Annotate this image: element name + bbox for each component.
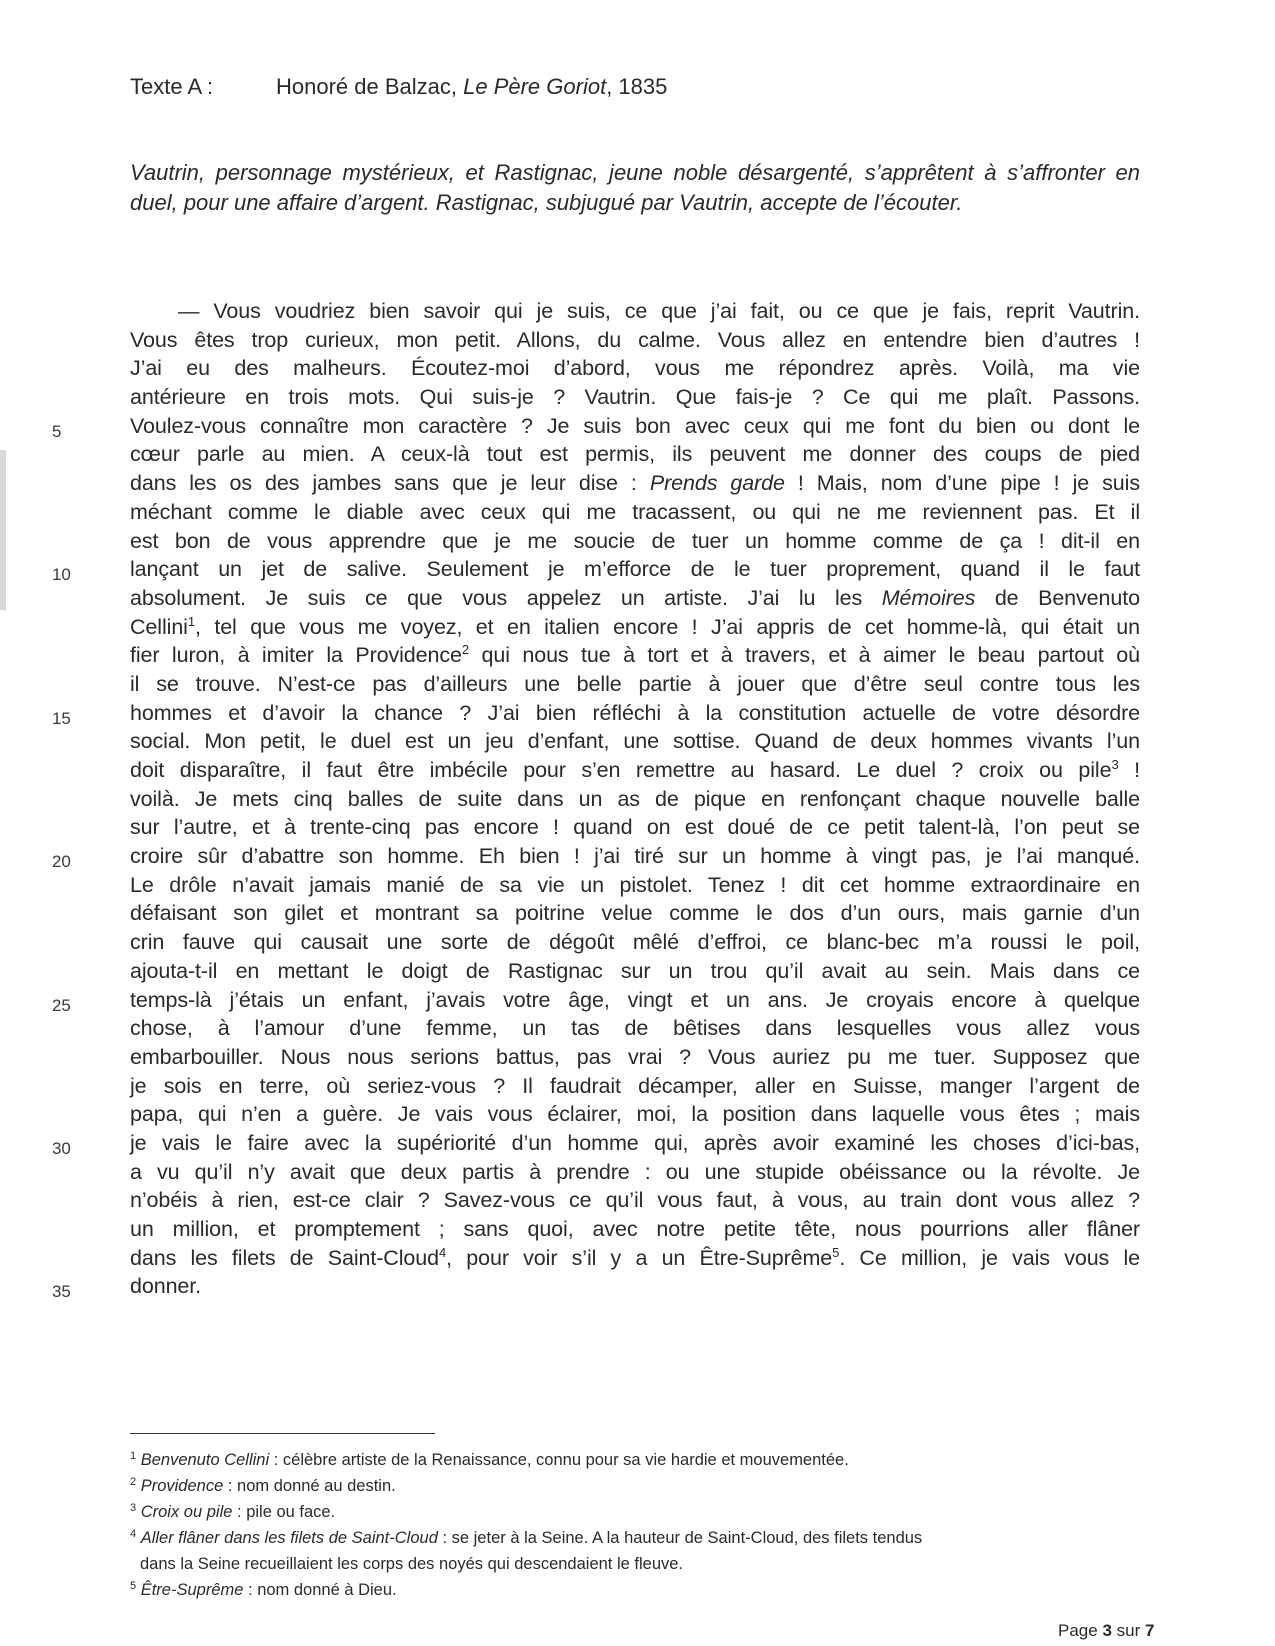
footnote: $^5$ Être-Suprême : nom donné à Dieu. — [130, 1580, 397, 1599]
text-line: doit disparaître, il faut être imbécile pour s’en remettre au hasard. Le duel ? croix ou pile$^3$ ! — [130, 757, 1140, 782]
footnote-ref: 4 — [438, 1244, 447, 1260]
work-title: Le Père Goriot — [463, 74, 607, 99]
line-number: 15 — [52, 708, 71, 728]
line-number: 10 — [52, 565, 71, 585]
text-line: défaisant son gilet et montrant sa poitrine velue comme le dos d’un ours, mais garnie d’un — [130, 901, 1140, 926]
publication-year: , 1835 — [606, 74, 668, 99]
footnote-ref: 5 — [832, 1244, 840, 1260]
text-line: cœur parle au mien. A ceux-là tout est permis, ils peuvent me donner des coups de pied — [130, 442, 1140, 467]
text-line: 35 donner. — [130, 1272, 1140, 1301]
line-number: 30 — [52, 1138, 71, 1158]
text-line: 30 je vais le faire avec la supériorité d’un homme qui, après avoir examiné les choses d’ici-bas, — [130, 1129, 1140, 1158]
footnote-divider — [130, 1433, 435, 1434]
text-line: Vous êtes trop curieux, mon petit. Allons, du calme. Vous allez en entendre bien d’autres ! — [130, 327, 1140, 352]
footnote: $^1$ Benvenuto Cellini : célèbre artiste de la Renaissance, connu pour sa vie hardie et mouvementée. — [130, 1450, 849, 1469]
text-line: antérieure en trois mots. Qui suis-je ? Vautrin. Que fais-je ? Ce qui me plaît. Passons. — [130, 385, 1140, 410]
text-line: 10 lançant un jet de salive. Seulement je m’efforce de le tuer proprement, quand il le faut — [130, 555, 1140, 584]
text-line: absolument. Je suis ce que vous appelez un artiste. J’ai lu les Mémoires de Benvenuto — [130, 585, 1140, 610]
text-line: dans les os des jambes sans que je leur dise : Prends garde ! Mais, nom d’une pipe ! je suis — [130, 471, 1140, 496]
text-line: J’ai eu des malheurs. Écoutez-moi d’abord, vous me répondrez après. Voilà, ma vie — [130, 356, 1140, 381]
author-name: Honoré de Balzac, — [276, 74, 464, 99]
text-line: méchant comme le diable avec ceux qui me tracassent, ou qui ne me reviennent pas. Et il — [130, 499, 1140, 524]
footnote-ref: 3 — [1111, 757, 1119, 772]
text-line: — Vous voudriez bien savoir qui je suis, ce que j’ai fait, ou ce que je fais, reprit Vautrin. — [178, 299, 1140, 323]
text-line: 20 croire sûr d’abattre son homme. Eh bien ! j’ai tiré sur un homme à vingt pas, je l’ai manqué. — [130, 842, 1140, 871]
footnote-ref: 1 — [187, 613, 195, 629]
footnote: $^3$ Croix ou pile : pile ou face. — [130, 1502, 336, 1521]
text-line: papa, qui n’en a guère. Je vais vous éclairer, moi, la position dans laquelle vous êtes ; mais — [130, 1102, 1140, 1127]
line-number: 20 — [52, 852, 71, 872]
line-number: 5 — [52, 421, 62, 441]
text-line: social. Mon petit, le duel est un jeu d’enfant, une sottise. Quand de deux hommes vivants l’un — [130, 729, 1140, 754]
text-line: embarbouiller. Nous nous serions battus, pas vrai ? Vous auriez pu me tuer. Supposez que — [130, 1044, 1140, 1069]
footnotes — [130, 1447, 1170, 1603]
scan-margin-shadow — [0, 450, 6, 610]
text-line: il se trouve. N’est-ce pas d’ailleurs une belle partie à jouer que d’être seul contre tous les — [130, 671, 1140, 696]
text-line: n’obéis à rien, est-ce clair ? Savez-vous ce qu’il vous faut, à vous, au train dont vous allez ? — [130, 1188, 1140, 1213]
text-line: est bon de vous apprendre que je me soucie de tuer un homme comme de ça ! dit-il en — [130, 528, 1140, 553]
text-line: a vu qu’il n’y avait que deux partis à prendre : ou une stupide obéissance ou la révolte. Je — [130, 1159, 1140, 1184]
line-number: 35 — [52, 1282, 71, 1302]
text-line: 5 Voulez-vous connaître mon caractère ? Je suis bon avec ceux qui me font du bien ou dont le — [130, 412, 1140, 441]
footnote: $^4$ Aller flâner dans les filets de Saint-Cloud : se jeter à la Seine. A la hauteur de Saint-Cloud, des filets tendus dans la Seine recueillaient les corps des noyés qui descendaient le fleuve. — [130, 1528, 923, 1573]
footnote: $^2$ Providence : nom donné au destin. — [130, 1476, 396, 1495]
document-header — [130, 74, 667, 100]
footnote-ref: 2 — [461, 642, 470, 658]
text-line: fier luron, à imiter la Providence$^2$ qui nous tue à tort et à travers, et à aimer le beau partout où — [130, 642, 1140, 668]
text-line: 15 hommes et d’avoir la chance ? J’ai bien réfléchi à la constitution actuelle de votre désordre — [130, 699, 1140, 728]
page-number: Page 3 sur 7 — [1058, 1621, 1155, 1640]
line-number: 25 — [52, 995, 71, 1015]
text-line: je sois en terre, où seriez-vous ? Il faudrait décamper, aller en Suisse, manger l’argent de — [130, 1073, 1140, 1098]
text-line: chose, à l’amour d’une femme, un tas de bêtises dans lesquelles vous allez vous — [130, 1016, 1140, 1041]
excerpt-body — [52, 297, 1140, 1302]
text-line: 25 temps-là j’étais un enfant, j’avais votre âge, vingt et un ans. Je croyais encore à quelque — [130, 986, 1140, 1015]
text-line: crin fauve qui causait une sorte de dégoût mêlé d’effroi, ce blanc-bec m’a roussi le poil, — [130, 930, 1140, 955]
text-line: dans les filets de Saint-Cloud$^4$, pour voir s’il y a un Être-Suprême$^5$. Ce million, je vais vous le — [130, 1244, 1140, 1270]
text-line: sur l’autre, et à trente-cinq pas encore ! quand on est doué de ce petit talent-là, l’on peut se — [130, 815, 1140, 840]
text-line: un million, et promptement ; sans quoi, avec notre petite tête, nous pourrions aller flâner — [130, 1217, 1140, 1241]
text-line: Le drôle n’avait jamais manié de sa vie un pistolet. Tenez ! dit cet homme extraordinaire en — [130, 872, 1140, 897]
intro-paragraph: Vautrin, personnage mystérieux, et Rastignac, jeune noble désargenté, s’apprêtent à s’affronter en duel, pour une affaire d’argent. Rastignac, subjugué par Vautrin, accepte de l’écouter. — [130, 160, 1140, 215]
text-line: ajouta-t-il en mettant le doigt de Rastignac sur un trou qu’il avait au sein. Mais dans ce — [130, 958, 1140, 983]
text-line: Cellini$^1$, tel que vous me voyez, et en italien encore ! J’ai appris de cet homme-là, qui était un — [130, 613, 1140, 639]
text-line: voilà. Je mets cinq balles de suite dans un as de pique en renfonçant chaque nouvelle balle — [130, 786, 1140, 811]
text-label: Texte A : — [130, 74, 214, 99]
